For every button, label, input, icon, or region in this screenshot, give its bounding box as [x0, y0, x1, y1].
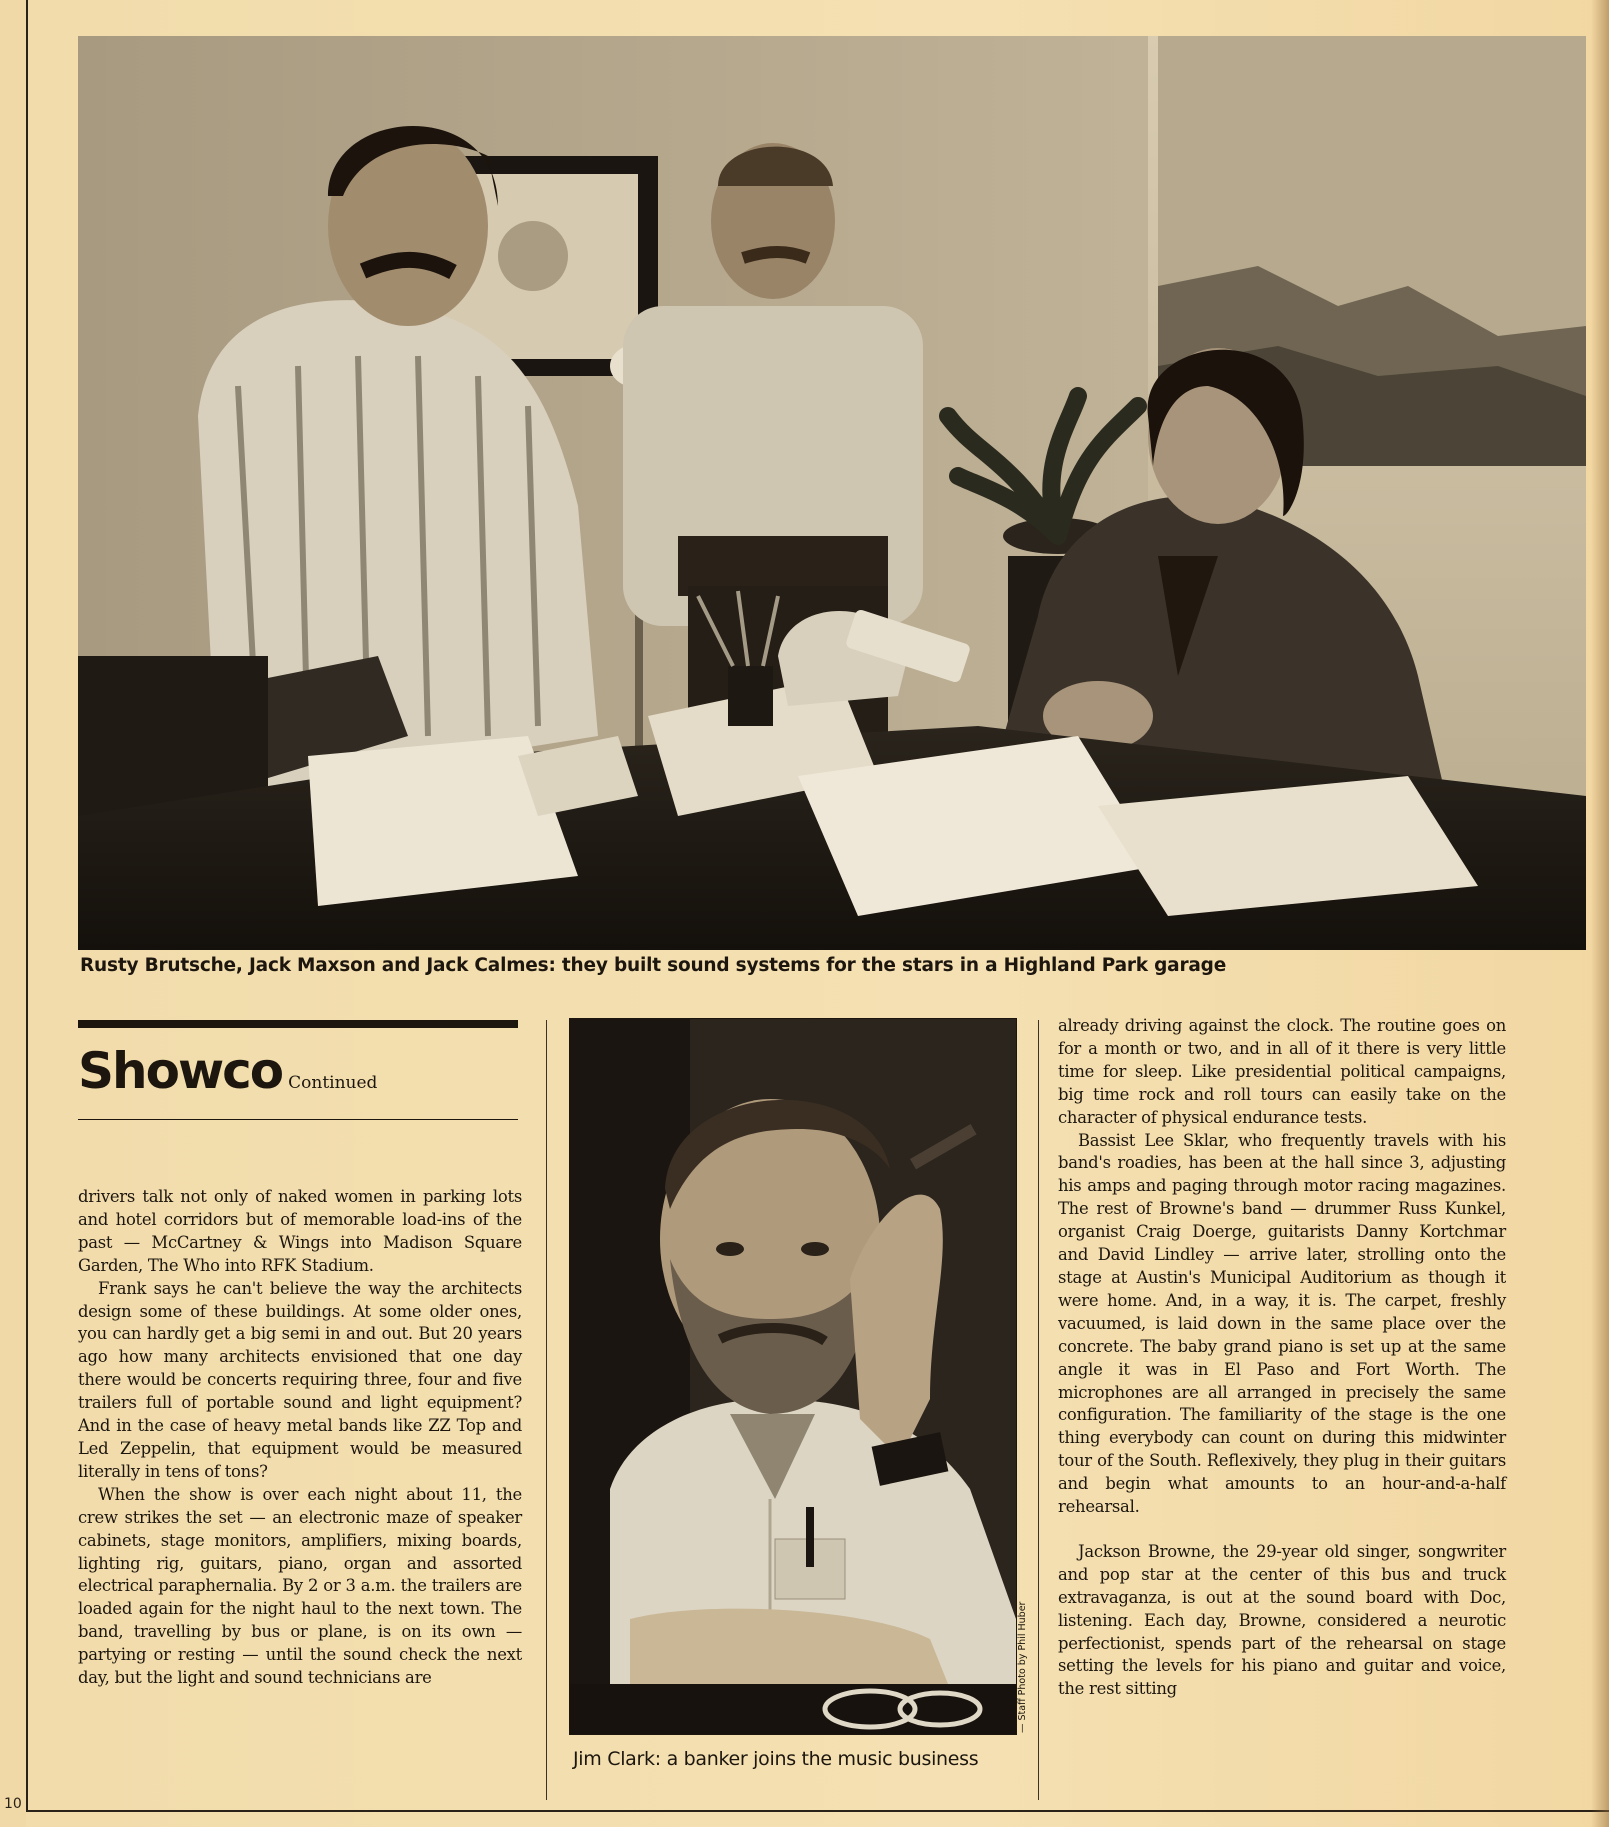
main-photo-illustration — [78, 36, 1586, 950]
article-paragraph: already driving against the clock. The routine goes on for a month or two, and in all of it there is very little time for sleep. Like presidential political campaigns, big time rock and roll tours can easily take on the character of physical endurance tests. — [1058, 1016, 1506, 1127]
section-heading — [78, 1042, 377, 1100]
article-paragraph: drivers talk not only of naked women in parking lots and hotel corridors but of memorable load-ins of the past — McCartney & Wings into Madison Square Garden, The Who into RFK Stadium. — [78, 1187, 522, 1275]
section-header-underline — [78, 1119, 518, 1120]
section-header-rule — [78, 1020, 518, 1028]
article-paragraph: Frank says he can't believe the way the architects design some of these buildings. At some older ones, you can hardly get a big semi in and out. But 20 years ago how many architects envisioned that one day there would be concerts requiring three, four and five trailers full of portable sound and light equipment? And in the case of heavy metal bands like ZZ Top and Led Zeppelin, that equipment would be measured literally in tens of tons? — [78, 1278, 522, 1481]
article-column-3 — [1058, 1015, 1506, 1701]
article-paragraph: Jackson Browne, the 29-year old singer, songwriter and pop star at the center of this bus and truck extravaganza, is out at the sound board with Doc, listening. Each day, Browne, considered a neurotic perfectionist, spends part of the rehearsal on stage setting the levels for his piano and guitar and voice, the rest sitting — [1058, 1541, 1506, 1699]
page-left-rule — [26, 0, 28, 1812]
article-paragraph: Bassist Lee Sklar, who frequently travels with his band's roadies, has been at the hall since 3, adjusting his amps and paging through motor racing magazines. The rest of Browne's band — drummer Russ Kunkel, organist Craig Doerge, guitarists Danny Kortchmar and David Lindley — arrive later, strolling onto the stage at Austin's Municipal Auditorium as though it were home. And, in a way, it is. The carpet, freshly vacuumed, is laid down in the same place over the concrete. The baby grand piano is set up at the same angle it was in El Paso and Fort Worth. The microphones are all arranged in precisely the same configuration. The familiarity of the stage is the one thing everybody can count on during this midwinter tour of the South. Reflexively, they plug in their guitars and begin what amounts to an hour-and-a-half rehearsal. — [1058, 1130, 1506, 1517]
middle-photo — [569, 1018, 1017, 1735]
main-photo-caption: Rusty Brutsche, Jack Maxson and Jack Calmes: they built sound systems for the stars in a Highland Park garage — [80, 955, 1227, 976]
column-divider — [546, 1020, 547, 1800]
article-paragraph: When the show is over each night about 11, the crew strikes the set — an electronic maze of speaker cabinets, stage monitors, amplifiers, mixing boards, lighting rig, guitars, piano, organ and assorted electrical paraphernalia. By 2 or 3 a.m. the trailers are loaded again for the night haul to the next town. The band, travelling by bus or plane, is on its own — partying or resting — until the sound check the next day, but the light and sound technicians are — [78, 1484, 522, 1688]
main-photo — [78, 36, 1586, 950]
column-divider — [1038, 1020, 1039, 1800]
photo-credit: — Staff Photo by Phil Huber — [1017, 1601, 1028, 1733]
page-number: 10 — [4, 1796, 22, 1812]
page-gutter-shadow — [1591, 0, 1609, 1827]
article-column-1 — [78, 1186, 522, 1690]
section-continued-label: Continued — [288, 1073, 378, 1093]
section-title: Showco — [78, 1042, 283, 1100]
middle-photo-caption: Jim Clark: a banker joins the music business — [573, 1748, 979, 1770]
middle-photo-illustration — [570, 1019, 1016, 1734]
page-bottom-rule — [26, 1810, 1609, 1812]
